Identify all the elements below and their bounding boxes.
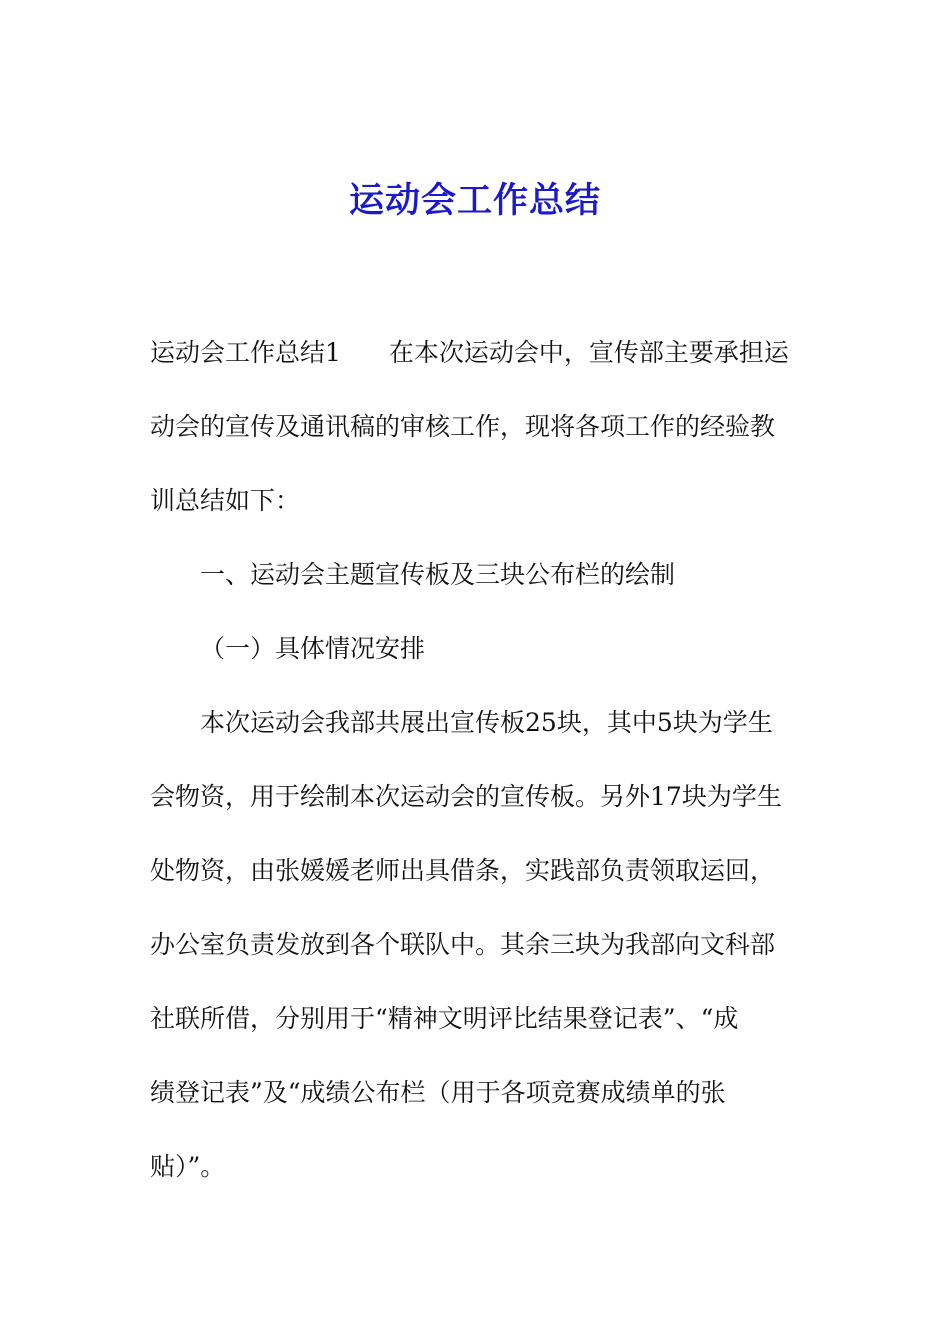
intro-text: 在本次运动会中，宣传部主要承担运: [388, 338, 789, 367]
section-heading-1: 一、运动会主题宣传板及三块公布栏的绘制: [200, 560, 676, 589]
paragraph-line-2: 动会的宣传及通讯稿的审核工作，现将各项工作的经验教: [150, 412, 776, 441]
paragraph-line-1: [150, 333, 830, 373]
paragraph-line-3: 训总结如下：: [150, 486, 301, 515]
body-line-7: 贴）”。: [150, 1152, 226, 1181]
body-line-3: 处物资，由张媛媛老师出具借条，实践部负责领取运回，: [150, 856, 776, 885]
body-line-6: 绩登记表”及“成绩公布栏（用于各项竞赛成绩单的张: [150, 1078, 726, 1107]
body-line-1: 本次运动会我部共展出宣传板25块，其中5块为学生: [200, 708, 773, 737]
body-line-4: 办公室负责发放到各个联队中。其余三块为我部向文科部: [150, 930, 776, 959]
body-line-5: 社联所借，分别用于“精神文明评比结果登记表”、“成: [150, 1004, 739, 1033]
subsection-heading-1: （一）具体情况安排: [200, 634, 426, 663]
body-line-2: 会物资，用于绘制本次运动会的宣传板。另外17块为学生: [150, 782, 782, 811]
document-title: 运动会工作总结: [348, 181, 601, 221]
section-label: 运动会工作总结1: [150, 338, 341, 367]
